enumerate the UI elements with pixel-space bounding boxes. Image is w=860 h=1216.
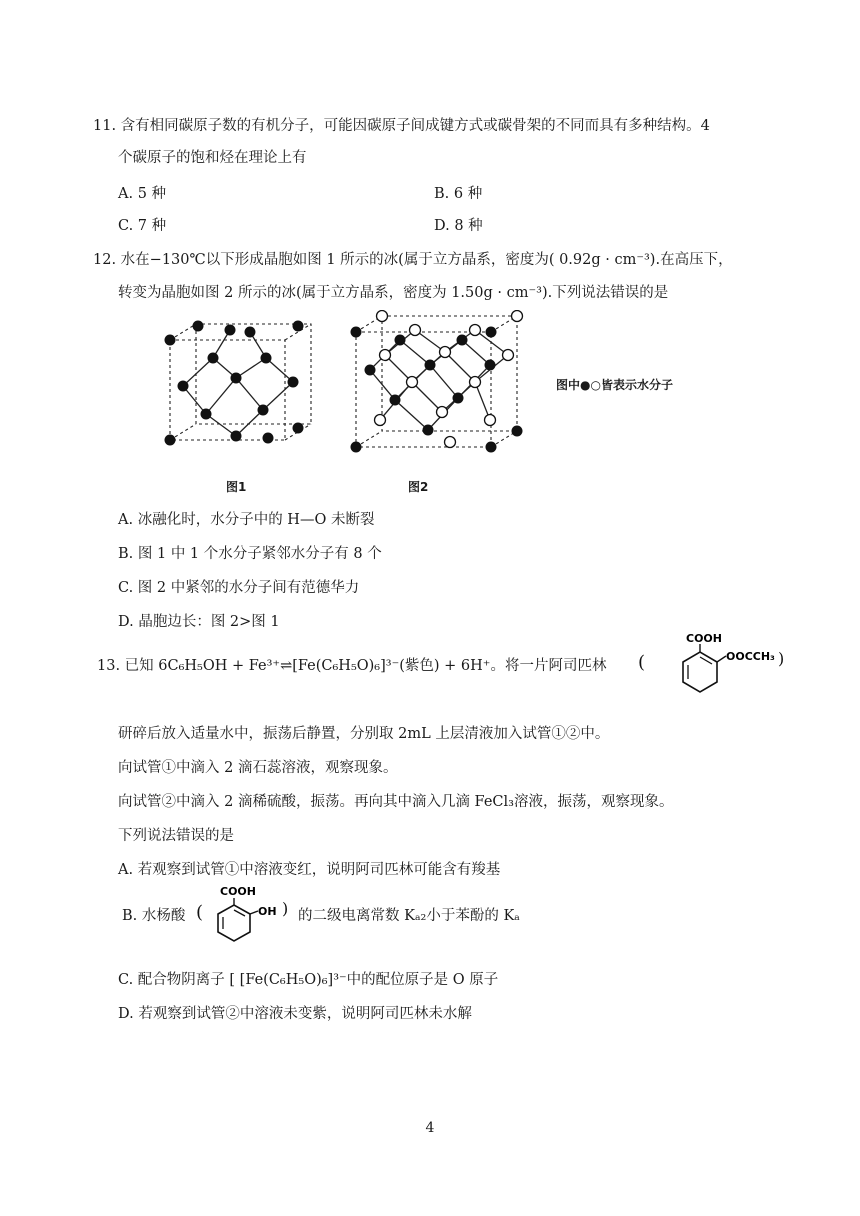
aspirin-cooh-label: COOH bbox=[686, 632, 722, 645]
salicylic-cooh-label: COOH bbox=[220, 885, 256, 898]
q13-stem-line1: 13. 已知 6C₆H₅OH + Fe³⁺⇌[Fe(C₆H₅O)₆]³⁻(紫色) + 6H⁺。将一片阿司匹林 bbox=[97, 658, 607, 674]
q13-option-b-text: 的二级电离常数 Kₐ₂小于苯酚的 Kₐ bbox=[298, 908, 520, 924]
q13-stem-line2: 研碎后放入适量水中，振荡后静置，分别取 2mL 上层清液加入试管①②中。 bbox=[118, 726, 610, 742]
q12-option-c: C. 图 2 中紧邻的水分子间有范德华力 bbox=[118, 580, 360, 596]
q13-option-a: A. 若观察到试管①中溶液变红，说明阿司匹林可能含有羧基 bbox=[118, 862, 501, 878]
svg-text:): ) bbox=[282, 899, 289, 918]
q11-option-d: D. 8 种 bbox=[434, 218, 483, 234]
aspirin-structure bbox=[638, 628, 788, 708]
figure-legend: 图中●○皆表示水分子 bbox=[556, 378, 673, 392]
q12-stem-line1: 12. 水在−130℃以下形成晶胞如图 1 所示的冰(属于立方晶系，密度为( 0.92g · cm⁻³).在高压下， bbox=[93, 252, 733, 268]
aspirin-ester-label: OOCCH₃ bbox=[726, 650, 775, 663]
salicylic-oh-label: OH bbox=[258, 905, 277, 918]
q11-option-b: B. 6 种 bbox=[434, 186, 483, 202]
q13-option-c: C. 配合物阴离子 [ [Fe(C₆H₅O)₆]³⁻中的配位原子是 O 原子 bbox=[118, 972, 499, 988]
figure-2-caption: 图2 bbox=[408, 480, 429, 494]
q12-option-d: D. 晶胞边长：图 2>图 1 bbox=[118, 614, 280, 630]
svg-text:(: ( bbox=[638, 652, 646, 673]
q12-option-a: A. 冰融化时，水分子中的 H—O 未断裂 bbox=[118, 512, 375, 528]
salicylic-acid-structure bbox=[196, 884, 296, 950]
q11-stem-line1: 11. 含有相同碳原子数的有机分子，可能因碳原子间成键方式或碳骨架的不同而具有多种结构。4 bbox=[93, 118, 710, 134]
q12-option-b: B. 图 1 中 1 个水分子紧邻水分子有 8 个 bbox=[118, 546, 382, 562]
q11-option-c: C. 7 种 bbox=[118, 218, 167, 234]
figure-2-ice-cell bbox=[350, 310, 525, 460]
q12-stem-line2: 转变为晶胞如图 2 所示的冰(属于立方晶系，密度为 1.50g · cm⁻³).下列说法错误的是 bbox=[118, 285, 669, 301]
page-number: 4 bbox=[425, 1120, 435, 1136]
q11-stem-line2: 个碳原子的饱和烃在理论上有 bbox=[118, 150, 307, 166]
q13-option-b-prefix: B. 水杨酸 bbox=[122, 908, 186, 924]
q13-stem-line3: 向试管①中滴入 2 滴石蕊溶液，观察现象。 bbox=[118, 760, 398, 776]
q13-stem-line4: 向试管②中滴入 2 滴稀硫酸，振荡。再向其中滴入几滴 FeCl₃溶液，振荡，观察现象。 bbox=[118, 794, 674, 810]
q13-option-d: D. 若观察到试管②中溶液未变紫，说明阿司匹林未水解 bbox=[118, 1006, 472, 1022]
svg-text:(: ( bbox=[196, 902, 204, 923]
svg-text:): ) bbox=[778, 649, 785, 668]
q11-option-a: A. 5 种 bbox=[118, 186, 167, 202]
figure-1-ice-cell bbox=[158, 318, 318, 458]
figure-1-caption: 图1 bbox=[226, 480, 247, 494]
q13-stem-line5: 下列说法错误的是 bbox=[118, 828, 234, 844]
